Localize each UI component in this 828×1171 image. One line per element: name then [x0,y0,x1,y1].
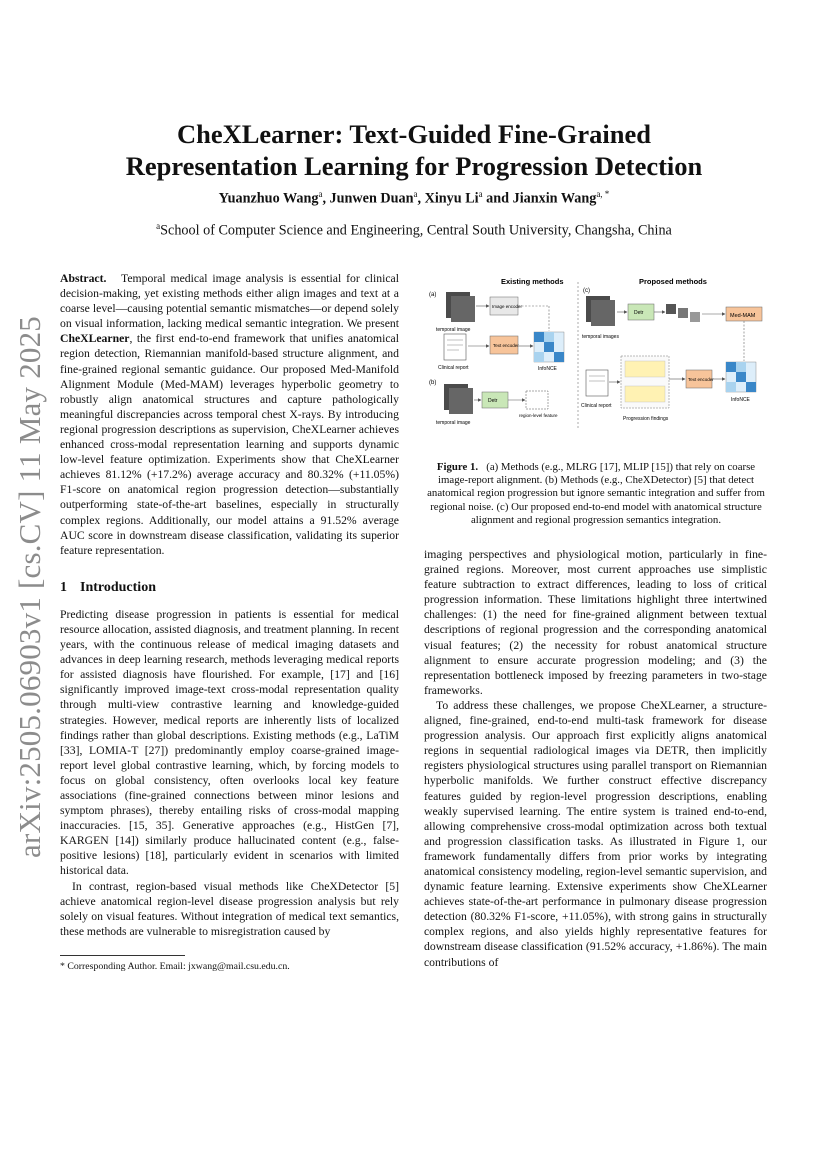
text-encoder-label-c: Text encoder [688,377,714,382]
figure-caption [426,461,766,527]
author-name: Xinyu Li [424,190,479,207]
abstract-text-1: Temporal medical image analysis is essential for clinical decision-making, yet existing methods either align images and text at a coarse level—causing potential semantic mismatches—or depend solely on visual information, lacking medical semantic integration. We present [60,272,399,331]
progression-findings-label: Progression findings [623,416,669,422]
section-title: Introduction [80,579,156,595]
left-column [60,271,399,939]
infonce-label-a: InfoNCE [538,366,557,372]
detr-label-b: Detr [488,398,498,404]
temporal-images-label: temporal images [582,334,619,340]
clinical-report-c [586,370,608,396]
title-line-1: CheXLearner: Text-Guided Fine-Grained [176,119,652,149]
author-name: Junwen Duan [329,190,414,207]
clinical-report-label: Clinical report [438,365,469,371]
footnote-rule [60,955,185,956]
abstract-text-2: , the first end-to-end framework that unifies anatomical region detection, Riemannian manifold-based structure alignment, and fine-grained regional semantic guidance. Our proposed Med-Manifold Alignment Module (Med-MAM) leverages hyperbolic geometry to robustly align anatomical structures and capture pathologically meaningful discrepancies across temporal chest X-rays. By introducing regional progression descriptions as supervision, CheXLearner achieves enhanced cross-modal representation learning and supports dynamic low-level feature optimization. Experiments show that CheXLearner achieves 81.12% (+17.2%) average accuracy and 80.32% (+11.05%) F1-score on anatomical region progression detection—substantially outperforming state-of-the-art baselines, especially in structurally complex regions. Additionally, our model attains a 91.52% average AUC score in downstream disease classification, validating its superior feature representation. [60,332,399,557]
xray-image-a-2 [451,296,475,322]
xray-image-c-2 [591,300,615,326]
author-name: Yuanzhuo Wang [218,190,319,207]
author-sup: a [413,189,418,199]
label-b: (b) [429,380,437,386]
section-number: 1 [60,579,67,595]
infonce-label-c: InfoNCE [731,397,750,403]
clinical-report-icon [444,334,466,360]
label-c: (c) [583,288,590,294]
title-line-2: Representation Learning for Progression Detection [125,151,703,181]
right-column [424,547,767,970]
region-feature-icon [526,391,548,409]
similarity-matrix-c [726,362,756,392]
arxiv-identifier-text: arXiv:2505.06903v1 [cs.CV] 11 May 2025 [12,315,47,859]
author-sup: a [318,189,323,199]
figure-caption-text: (a) Methods (e.g., MLRG [17], MLIP [15]) that rely on coarse image-report alignment. (b) Methods (e.g., CheXDetector) [5] that detect anatomical region progression but ignore semantic integration and suffer from regional noise. (c) Our proposed end-to-end model with anatomical structure alignment and regional progression semantics integration. [427,461,765,526]
med-mam-label: Med-MAM [730,313,756,319]
body-paragraph: To address these challenges, we propose CheXLearner, a structure-aligned, fine-grained, end-to-end multi-task framework for disease progression analysis. Our approach first explicitly aligns anatomical regions in sequential radiological images via DETR, then implicitly registers physiological structures using parallel transport on Riemannian hyperbolic manifolds. We further construct effective discrepancy features guided by region-level progression descriptions, enabling weakly supervised learning. The entire system is trained end-to-end, allowing comprehensive cross-modal optimization across both textual and progression classification tasks. As illustrated in Figure 1, our framework fundamentally differs from prior works by integrating anatomical consistency modeling, region-level semantic supervision, and dynamic feature learning. Extensive experiments show CheXLearner achieves state-of-the-art performance in pulmonary disease progression detection (80.32% F1-score, +11.05%), with strong gains in structurally complex regions, and also yields highly representative features for downstream disease classification (91.52% accuracy, +1.86%). The main contributions of [424,698,767,969]
detr-label-c: Detr [634,310,644,316]
region-level-feature-label: region-level feature [519,413,558,418]
abstract [60,271,399,558]
existing-methods-header: Existing methods [501,277,564,286]
finding-item [625,386,665,402]
temporal-image-label: temporal image [436,327,471,333]
paper-title [90,118,738,182]
affiliation [90,221,738,240]
label-a: (a) [429,292,437,298]
footnote-text: * Corresponding Author. Email: jxwang@mail.csu.edu.cn. [60,961,290,972]
figure-caption-label: Figure 1. [436,461,479,473]
author-separator: , [417,190,425,207]
region-crops-c [678,308,688,318]
temporal-image-label-b: temporal image [436,420,471,426]
footnote [60,955,399,973]
proposed-methods-header: Proposed methods [639,277,707,286]
figure-1-diagram [426,274,766,434]
body-paragraph: imaging perspectives and physiological motion, particularly in fine-grained regions. Moreover, most current approaches use simplistic feature subtraction to extract differences, leading to loss of critical progression information. These limitations highlight three intertwined challenges: (1) the need for fine-grained alignment between textual descriptions of regional progression and the corresponding anatomical visual features; (2) the necessity for robust anatomical structure alignment to ensure accurate progression modeling; and (3) the representation bottleneck imposed by freezing parameters in two-stage frameworks. [424,548,767,697]
abstract-label: Abstract. [60,272,107,285]
author-separator: and [482,190,513,207]
finding-item [625,361,665,377]
section-heading [60,580,399,595]
xray-image-b-2 [449,388,473,414]
arxiv-identifier [2,315,58,859]
model-name: CheXLearner [60,332,130,346]
intro-paragraph: In contrast, region-based visual methods like CheXDetector [5] achieve anatomical region-level disease progression analysis but rely solely on visual features. Without integration of medical text semantics, these methods are vulnerable to misregistration caused by [60,879,399,938]
region-crops-c [666,304,676,314]
affiliation-sup: a [156,221,161,231]
affiliation-text: School of Computer Science and Engineering, Central South University, Changsha, China [160,222,672,239]
author-list [90,189,738,208]
author-name: Jianxin Wang [512,190,597,207]
author-sup: a, * [596,189,610,199]
similarity-matrix-a [534,332,564,362]
region-crops-c [690,312,700,322]
clinical-report-label-c: Clinical report [581,403,612,409]
text-encoder-label: Text encoder [493,343,519,348]
image-encoder-label: Image encoder [492,304,523,309]
author-separator: , [322,190,330,207]
intro-paragraph: Predicting disease progression in patients is essential for medical resource allocation, assisted diagnosis, and treatment planning. In recent years, with the continuous release of medical imaging datasets and advances in deep learning research, methods leveraging medical reports for assisted diagnosis have flourished. For example, [17] and [16] significantly improved image-text cross-modal representation quality through multi-view contrastive learning and knowledge-guided strategies. However, medical reports are inherently lists of localized findings rather than global descriptions. Existing methods (e.g., LaTiM [33], LOMIA-T [27]) predominantly employ coarse-grained image-report level global contrastive learning, which, by forcing models to focus on global consistency, often overlooks local key feature associations (fine-grained connections between minor lesions and symptom phrases), thereby entailing risks of cross-modal mapping inaccuracies. [15, 35]. Generative approaches (e.g., HistGen [7], KARGEN [14]) similarly produce hallucinated content (e.g., false-positive lesions) [18], particularly evident in scenarios with limited historical data. [60,607,399,878]
author-sup: a [478,189,483,199]
